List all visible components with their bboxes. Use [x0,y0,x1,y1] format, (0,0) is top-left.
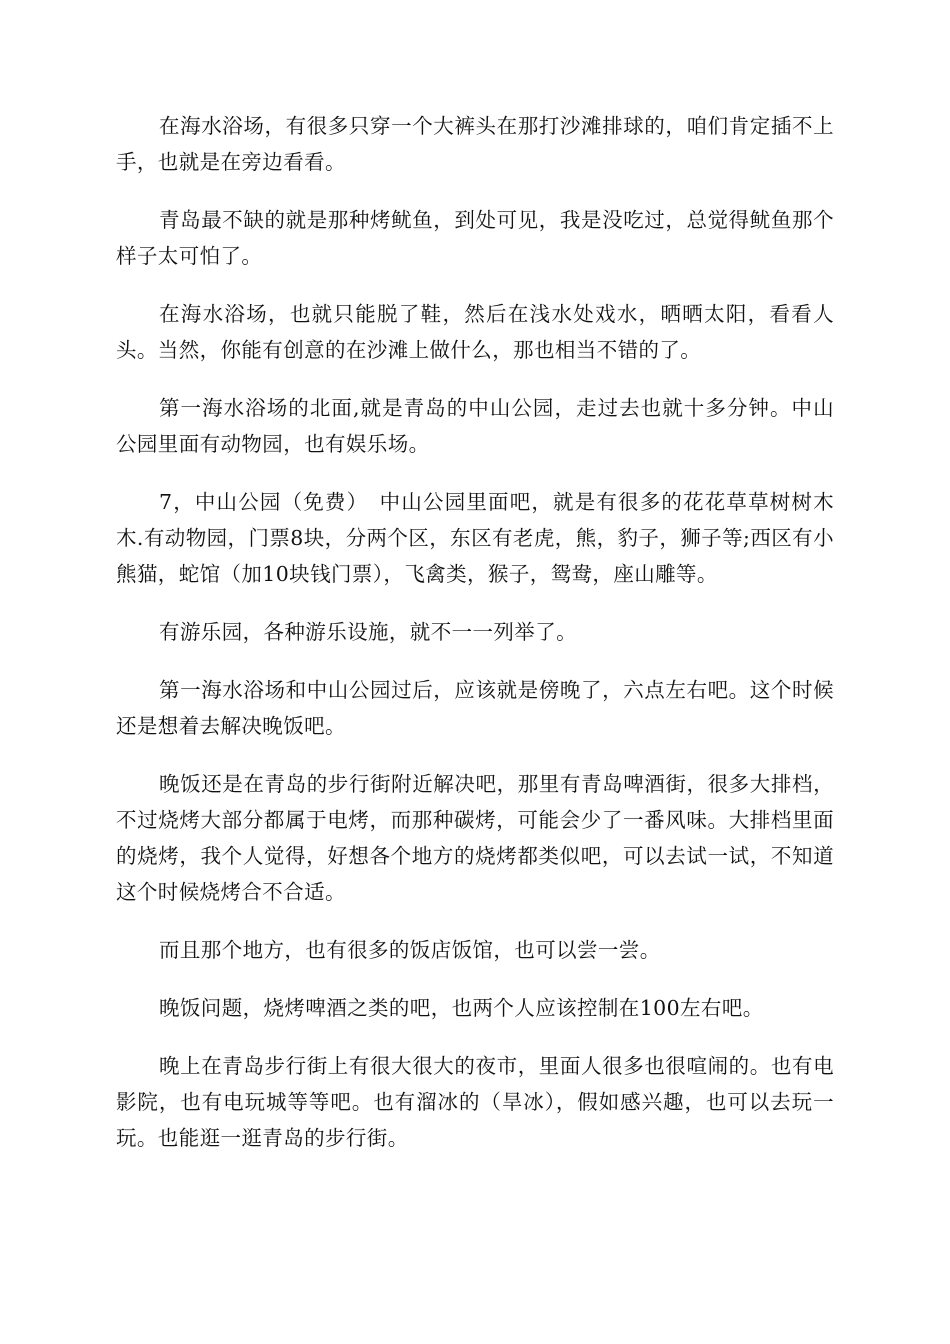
paragraph-amusement: 有游乐园，各种游乐设施，就不一一列举了。 [159,620,577,644]
paragraph-dinner: 晚饭还是在青岛的步行街附近解决吧，那里有青岛啤酒街，很多大排档，不过烧烤大部分都属于电烤，而那种碳烤，可能会少了一番风味。大排档里面的烧烤，我个人觉得，好想各个地方的烧烤都类似吧，可以去试一试，不知道这个时候烧烤合不合适。 [116,772,834,904]
paragraph-volleyball: 在海水浴场，有很多只穿一个大裤头在那打沙滩排球的，咱们肯定插不上手，也就是在旁边看看。 [116,114,834,174]
paragraph-evening: 第一海水浴场和中山公园过后，应该就是傍晚了，六点左右吧。这个时候还是想着去解决晚饭吧。 [116,678,834,738]
paragraph-budget: 晚饭问题，烧烤啤酒之类的吧，也两个人应该控制在100左右吧。 [159,996,764,1020]
document-body [116,108,834,1178]
paragraph-night-market: 晚上在青岛步行街上有很大很大的夜市，里面人很多也很喧闹的。也有电影院，也有电玩城等等吧。也有溜冰的（旱冰），假如感兴趣，也可以去玩一玩。也能逛一逛青岛的步行街。 [116,1054,834,1150]
paragraph-zhongshan-park: 7，中山公园（免费） 中山公园里面吧，就是有很多的花花草草树树木木.有动物园，门票8块，分两个区，东区有老虎，熊，豹子，狮子等;西区有小熊猫，蛇馆（加10块钱门票），飞禽类，猴子，鸳鸯，座山雕等。 [116,490,834,586]
paragraph-park-location: 第一海水浴场的北面,就是青岛的中山公园，走过去也就十多分钟。中山公园里面有动物园，也有娱乐场。 [116,396,834,456]
paragraph-squid: 青岛最不缺的就是那种烤鱿鱼，到处可见，我是没吃过，总觉得鱿鱼那个样子太可怕了。 [116,208,834,268]
paragraph-restaurants: 而且那个地方，也有很多的饭店饭馆，也可以尝一尝。 [159,938,661,962]
paragraph-beach: 在海水浴场，也就只能脱了鞋，然后在浅水处戏水，晒晒太阳，看看人头。当然，你能有创意的在沙滩上做什么，那也相当不错的了。 [116,302,834,362]
